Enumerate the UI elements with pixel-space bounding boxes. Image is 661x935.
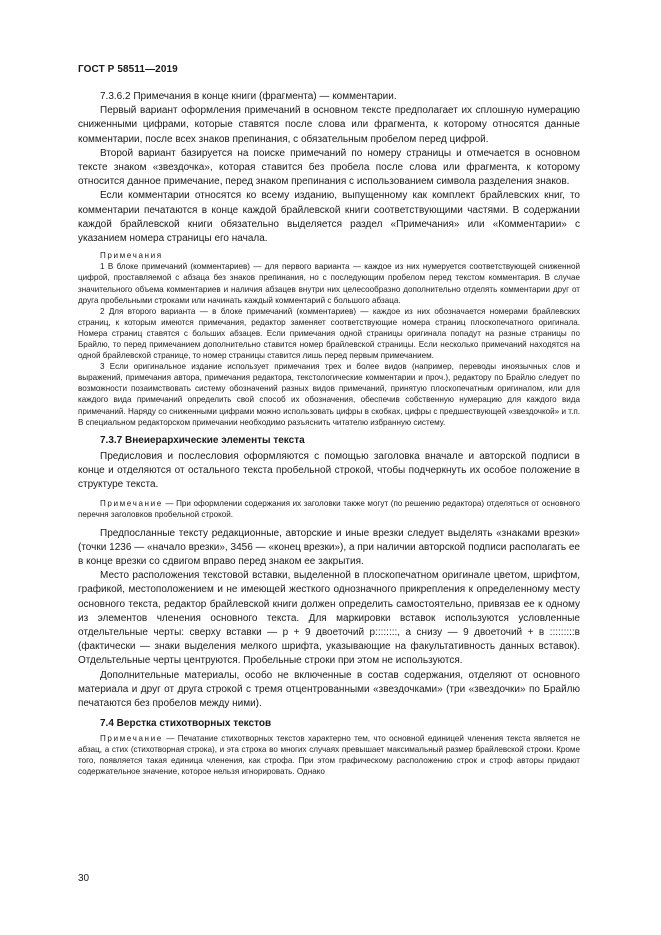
section-heading-7-4: 7.4 Верстка стихотворных текстов: [100, 718, 272, 730]
notes-title: Примечания: [100, 251, 163, 261]
note-label: Примечание: [100, 499, 163, 509]
paragraph: Дополнительные материалы, особо не включенные в состав содержания, отделяют от основного материала и друг от друга строкой с тремя отцентрованными «звездочками» (три «звездочки» по Брайлю печатаются без пробелов между ними).: [78, 669, 580, 709]
paragraph: Предпосланные тексту редакционные, авторские и иные врезки следует выделять «знаками врезки» (точки 1236 — «начало врезки», 3456 — «конец врезки»), а при наличии авторской подписи располагать ее в конце врезки со сдвигом вправо перед знаком ее закрытия.: [78, 527, 580, 567]
note-paragraph: [78, 733, 580, 777]
section-heading-7-3-7: 7.3.7 Внеиерархические элементы текста: [100, 434, 305, 446]
note-item: 1 В блоке примечаний (комментариев) — для первого варианта — каждое из них нумеруется соответствующей сниженной цифрой, проставляемой с абзаца без знаков препинания, но с последующим пробелом перед текстом комментария. В случае значительного объема комментариев и наличия абзацев внутри них целесообразно дополнительно отделять комментарии друг от друга пробельными строками или начинать каждый комментарий с большого абзаца.: [78, 262, 580, 305]
paragraph: Предисловия и послесловия оформляются с помощью заголовка вначале и авторской подписи в конце и отделяются от остального текста пробельной строкой, чтобы подчеркнуть их особое положение в структуре текста.: [78, 450, 580, 491]
note-item: 3 Если оригинальное издание использует примечания трех и более видов (например, переводы иноязычных слов и выражений, примечания автора, примечания редактора, текстологические комментарии и проч.), редактору по Брайлю следует по возможности позаимствовать систему обозначений разных видов примечаний, принятую плоскопечатным оригиналом, или для каждого вида примечаний определить свой способ их обозначения, обеспечив собственную нумерацию для каждого вида примечаний. Наряду со сниженными цифрами можно использовать цифры в скобках, цифры с предшествующей «звездочкой» и т.п. В специальном редакторском примечании необходимо разъяснить читателю избранную систему.: [78, 362, 580, 427]
note-paragraph: [78, 498, 580, 520]
document-header: ГОСТ Р 58511—2019: [78, 64, 178, 75]
page-content: [78, 90, 580, 778]
paragraph: Второй вариант базируется на поиске примечаний по номеру страницы и отмечается в основном тексте знаком «звездочка», которая ставится без пробела после слова или фрагмента, к которому относится данное примечание, перед знаком препинания с использованием символа разделения знаков.: [78, 147, 580, 188]
paragraph: Место расположения текстовой вставки, выделенной в плоскопечатном оригинале цветом, шрифтом, графикой, местоположением и не имеющей жесткого однозначного прикрепления к определенному месту основного текста, редактор брайлевской книги должен определить самостоятельно, привязав ее к одному из элементов членения основного текста. Для маркировки вставок используются условленные отдельтельные черты: сверху вставки — р + 9 двоеточий р::::::::, а снизу — 9 двоеточий + в :::::::::в (фактически — знаки выделения мелкого шрифта, указывающие на факультативность данных вставок). Отдельтельные черты центруются. Пробельные строки при этом не используются.: [78, 570, 580, 667]
note-label: Примечание: [100, 734, 163, 744]
paragraph: Если комментарии относятся ко всему изданию, выпущенному как комплект брайлевских книг, то комментарии печатаются в конце каждой брайлевской книги соответствующими частями. В содержании каждой брайлевской книги обязательно выделяется раздел «Примечания» или «Комментарии» с указанием номера страницы его начала.: [78, 190, 580, 245]
note-text: — Печатание стихотворных текстов характерно тем, что основной единицей членения текста является не абзац, а стих (стихотворная строка), и эта строка во многих случаях превышает максимальный размер брайлевской строки. Кроме того, появляется такая единица членения, как строфа. При этом графическому расположению строк и строф авторы придают содержательное значение, которое нельзя игнорировать. Однако: [78, 734, 580, 777]
note-text: — При оформлении содержания их заголовки также могут (по решению редактора) отделяться от основного перечня заголовков пробельной строкой.: [78, 499, 580, 520]
clause-7-3-6-2-title: 7.3.6.2 Примечания в конце книги (фрагмента) — комментарии.: [100, 91, 397, 102]
paragraph: Первый вариант оформления примечаний в основном тексте предполагает их сплошную нумерацию сниженными цифрами, которые ставятся после слова или фрагмента, к которому относятся данные комментарии, после всех знаков препинания, с обязательным пробелом перед цифрой.: [78, 105, 580, 145]
note-item: 2 Для второго варианта — в блоке примечаний (комментариев) — каждое из них обозначается номерами брайлевских страниц, к которым имеются примечания, редактор заменяет соответствующие номера страниц плоскопечатного оригинала. Номера страниц ставятся с больших абзацев. Если примечания одной страницы оригинала попадут на разные страницы по Брайлю, то перед примечанием дополнительно ставится номер брайлевской страницы. Если несколько примечаний находятся на одной брайлевской странице, то номер страницы ставится лишь перед первым примечанием.: [78, 306, 580, 361]
page-number: 30: [78, 873, 90, 884]
